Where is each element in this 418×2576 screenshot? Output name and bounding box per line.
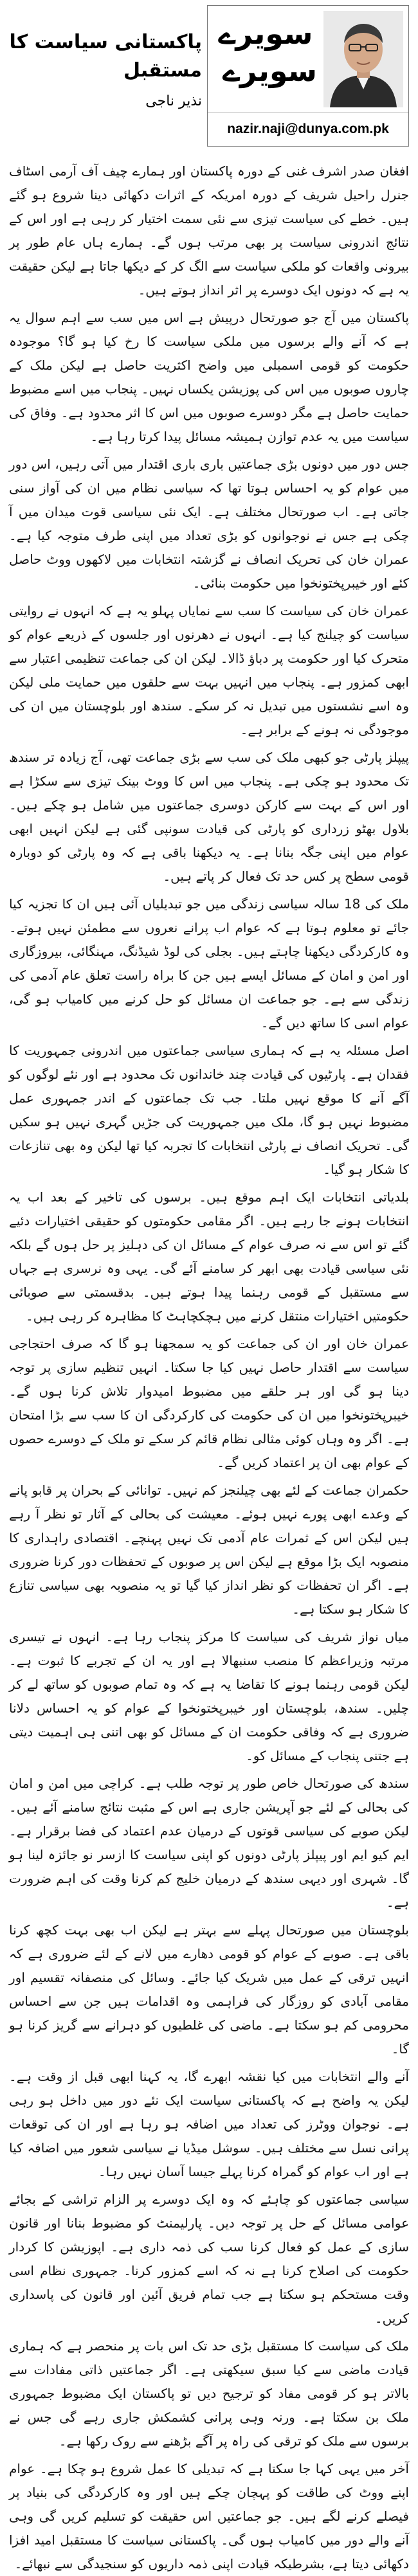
- article-paragraph: عمران خان اور ان کی جماعت کو یہ سمجھنا ہو گا کہ صرف احتجاجی سیاست سے اقتدار حاصل نہیں کیا جا سکتا۔ انہیں تنظیم سازی پر توجہ دینا ہو گی اور ہر حلقے میں مضبوط امیدوار تلاش کرنا ہوں گے۔ خیبرپختونخوا میں ان کی حکومت کی کارکردگی ان کا سب سے بڑا امتحان ہے۔ اگر وہ وہاں کوئی مثالی نظام قائم کر سکے تو ملک کے دوسرے حصوں کے عوام بھی ان پر اعتماد کریں گے۔: [9, 1336, 409, 1470]
- author-portrait: [323, 11, 403, 107]
- article-paragraph: بلوچستان میں صورتحال پہلے سے بہتر ہے لیکن اب بھی بہت کچھ کرنا باقی ہے۔ صوبے کے عوام کو قومی دھارے میں لانے کے لئے ضروری ہے کہ انہیں ترقی کے عمل میں شریک کیا جائے۔ وسائل کی منصفانہ تقسیم اور مقامی آبادی کو روزگار کی فراہمی وہ اقدامات ہیں جن سے احساس محرومی کم ہو سکتا ہے۔ ماضی کی غلطیوں کو دہرانے سے گریز کرنا ہو گا۔: [9, 1922, 409, 2057]
- portrait-graphic: [323, 11, 403, 107]
- article-paragraph: ملک کی 18 سالہ سیاسی زندگی میں جو تبدیلیاں آئی ہیں ان کا تجزیہ کیا جائے تو معلوم ہوتا ہے کہ عوام اب پرانے نعروں سے مطمئن نہیں ہوتے۔ وہ کارکردگی دیکھنا چاہتے ہیں۔ بجلی کی لوڈ شیڈنگ، مہنگائی، بیروزگاری اور امن و امان کے مسائل ایسے ہیں جن کا براہ راست تعلق عام آدمی کی زندگی سے ہے۔ جو جماعت ان مسائل کو حل کرنے میں کامیاب ہو گی، عوام اسی کا ساتھ دیں گے۔: [9, 896, 410, 1031]
- article-paragraph: سندھ کی صورتحال خاص طور پر توجہ طلب ہے۔ کراچی میں امن و امان کی بحالی کے لئے جو آپریشن جاری ہے اس کے مثبت نتائج سامنے آئے ہیں۔ لیکن صوبے کی سیاسی قوتوں کے درمیان عدم اعتماد کی فضا برقرار ہے۔ ایم کیو ایم اور پیپلز پارٹی دونوں کو اپنی سیاست کا ازسر نو جائزہ لینا ہو گا۔ شہری اور دیہی سندھ کے درمیان خلیج کم کرنا وقت کی اہم ضرورت ہے۔: [9, 1776, 409, 1910]
- article-body: [9, 159, 409, 2576]
- article-paragraph: حکمران جماعت کے لئے بھی چیلنجز کم نہیں۔ توانائی کے بحران پر قابو پانے کے وعدے ابھی پورے نہیں ہوئے۔ معیشت کی بحالی کے آثار تو نظر آ رہے ہیں لیکن اس کے ثمرات عام آدمی تک نہیں پہنچے۔ اقتصادی راہداری کا منصوبہ ایک بڑا موقع ہے لیکن اس پر صوبوں کے تحفظات دور کرنا ضروری ہے۔ اگر ان تحفظات کو نظر انداز کیا گیا تو یہ منصوبہ بھی سیاسی تنازع کا شکار ہو سکتا ہے۔: [9, 1482, 409, 1617]
- column-logo: [214, 15, 317, 105]
- column-logo-line2: سویرے: [223, 53, 317, 88]
- article-paragraph: اصل مسئلہ یہ ہے کہ ہماری سیاسی جماعتوں میں اندرونی جمہوریت کا فقدان ہے۔ پارٹیوں کی قیادت چند خاندانوں تک محدود ہے اور نئے لوگوں کو آگے آنے کا موقع نہیں ملتا۔ جب تک جماعتوں کے اندر جمہوری عمل مضبوط نہیں ہو گا، ملک میں جمہوریت کی جڑیں گہری نہیں ہو سکیں گی۔ تحریک انصاف نے پارٹی انتخابات کا تجربہ کیا تھا لیکن وہ بھی تنازعات کا شکار ہو گیا۔: [9, 1043, 409, 1177]
- article-paragraph: افغان صدر اشرف غنی کے دورہ پاکستان اور ہمارے چیف آف آرمی اسٹاف جنرل راحیل شریف کے دورہ امریکہ کے اثرات دکھائی دینا شروع ہو گئے ہیں۔ خطے کی سیاست تیزی سے نئی سمت اختیار کر رہی ہے اور اس کے نتائج اندرونی سیاست پر بھی مرتب ہوں گے۔ ہمارے ہاں عام طور پر بیرونی واقعات کو ملکی سیاست سے الگ کر کے دیکھا جاتا ہے لیکن حقیقت یہ ہے کہ دونوں ایک دوسرے پر اثر انداز ہوتے ہیں۔: [9, 163, 409, 298]
- article-paragraph: آخر میں یہی کہا جا سکتا ہے کہ تبدیلی کا عمل شروع ہو چکا ہے۔ عوام اپنے ووٹ کی طاقت کو پہچان چکے ہیں اور وہ کارکردگی کی بنیاد پر فیصلے کرنے لگے ہیں۔ جو جماعتیں اس حقیقت کو تسلیم کریں گی وہی آنے والے دور میں کامیاب ہوں گی۔ پاکستانی سیاست کا مستقبل امید افزا دکھائی دیتا ہے، بشرطیکہ قیادت اپنی ذمہ داریوں کو سنجیدگی سے نبھائے۔: [9, 2461, 409, 2571]
- article-paragraph: پیپلز پارٹی جو کبھی ملک کی سب سے بڑی جماعت تھی، آج زیادہ تر سندھ تک محدود ہو چکی ہے۔ پنجاب میں اس کا ووٹ بینک تیزی سے سکڑا ہے اور اس کے بہت سے کارکن دوسری جماعتوں میں شامل ہو چکے ہیں۔ بلاول بھٹو زرداری کو پارٹی کی قیادت سونپی گئی ہے لیکن انہیں ابھی عوام میں اپنی جگہ بنانا ہے۔ یہ دیکھنا باقی ہے کہ وہ پارٹی کو دوبارہ قومی سطح پر کس حد تک فعال کر پاتے ہیں۔: [9, 750, 409, 884]
- article-paragraph: جس دور میں دونوں بڑی جماعتیں باری باری اقتدار میں آتی رہیں، اس دور میں عوام کو یہ احساس ہوتا تھا کہ سیاسی نظام میں ان کی آواز سنی جاتی ہے۔ اب صورتحال مختلف ہے۔ ایک نئی سیاسی قوت میدان میں آ چکی ہے جس نے نوجوانوں کو بڑی تعداد میں اپنی طرف متوجہ کیا ہے۔ عمران خان کی تحریک انصاف نے گزشتہ انتخابات میں لاکھوں ووٹ حاصل کئے اور خیبرپختونخوا میں حکومت بنائی۔: [9, 456, 409, 591]
- article-paragraph: عمران خان کی سیاست کا سب سے نمایاں پہلو یہ ہے کہ انہوں نے روایتی سیاست کو چیلنج کیا ہے۔ انہوں نے دھرنوں اور جلسوں کے ذریعے عوام کو متحرک کیا اور حکومت پر دباؤ ڈالا۔ لیکن ان کی جماعت تنظیمی اعتبار سے ابھی کمزور ہے۔ پنجاب میں انہیں بہت سے حلقوں میں حمایت ملی لیکن وہ اسے نشستوں میں تبدیل نہ کر سکے۔ سندھ اور بلوچستان میں ان کی موجودگی نہ ہونے کے برابر ہے۔: [9, 603, 409, 737]
- article-paragraph: بلدیاتی انتخابات ایک اہم موقع ہیں۔ برسوں کی تاخیر کے بعد اب یہ انتخابات ہونے جا رہے ہیں۔ اگر مقامی حکومتوں کو حقیقی اختیارات دئیے گئے تو اس سے نہ صرف عوام کے مسائل ان کی دہلیز پر حل ہوں گے بلکہ نئی سیاسی قیادت بھی ابھر کر سامنے آئے گی۔ یہی وہ نرسری ہے جہاں سے مستقبل کے قومی رہنما پیدا ہوتے ہیں۔ بدقسمتی سے صوبائی حکومتیں اختیارات منتقل کرنے میں ہچکچاہٹ کا مظاہرہ کر رہی ہیں۔: [9, 1189, 409, 1324]
- article-headline: پاکستانی سیاست کا مستقبل: [9, 31, 202, 82]
- article-paragraph: آنے والے انتخابات میں کیا نقشہ ابھرے گا، یہ کہنا ابھی قبل از وقت ہے۔ لیکن یہ واضح ہے کہ پاکستانی سیاست ایک نئے دور میں داخل ہو رہی ہے۔ نوجوان ووٹرز کی تعداد میں اضافہ ہو رہا ہے اور ان کی توقعات پرانی نسل سے مختلف ہیں۔ سوشل میڈیا نے سیاسی شعور میں اضافہ کیا ہے اور اب عوام کو گمراہ کرنا پہلے جیسا آسان نہیں رہا۔: [9, 2069, 409, 2179]
- article-paragraph: میاں نواز شریف کی سیاست کا مرکز پنجاب رہا ہے۔ انہوں نے تیسری مرتبہ وزیراعظم کا منصب سنبھالا ہے اور یہ ان کے تجربے کا ثبوت ہے۔ لیکن قومی رہنما ہونے کا تقاضا یہ ہے کہ وہ تمام صوبوں کو ساتھ لے کر چلیں۔ سندھ، بلوچستان اور خیبرپختونخوا کے عوام کو یہ احساس دلانا ضروری ہے کہ وفاقی حکومت ان کے مسائل کو بھی اتنی ہی اہمیت دیتی ہے جتنی پنجاب کے مسائل کو۔: [9, 1629, 409, 1763]
- article-paragraph: پاکستان میں آج جو صورتحال درپیش ہے اس میں سب سے اہم سوال یہ ہے کہ آنے والے برسوں میں ملکی سیاست کا رخ کیا ہو گا؟ موجودہ حکومت کو قومی اسمبلی میں واضح اکثریت حاصل ہے لیکن ملک کے چاروں صوبوں میں اس کی پوزیشن یکساں نہیں۔ پنجاب میں اسے مضبوط حمایت حاصل ہے مگر دوسرے صوبوں میں اس کا اثر محدود ہے۔ وفاق کی سیاست میں یہ عدم توازن ہمیشہ مسائل پیدا کرتا رہا ہے۔: [9, 310, 409, 444]
- title-block: [9, 28, 202, 114]
- article-paragraph: سیاسی جماعتوں کو چاہئے کہ وہ ایک دوسرے پر الزام تراشی کے بجائے عوامی مسائل کے حل پر توجہ دیں۔ پارلیمنٹ کو مضبوط بنانا اور قانون سازی کے عمل کو فعال کرنا سب کی ذمہ داری ہے۔ اپوزیشن کا کردار حکومت کی اصلاح کرنا ہے نہ کہ اسے کمزور کرنا۔ جمہوری نظام اسی وقت مستحکم ہو سکتا ہے جب تمام فریق آئین اور قانون کی پاسداری کریں۔: [9, 2192, 409, 2326]
- author-name: نذیر ناجی: [145, 93, 202, 109]
- column-logo-line1: سویرے: [218, 16, 313, 51]
- column-header: [9, 5, 409, 159]
- author-email: nazir.naji@dunya.com.pk: [208, 112, 408, 146]
- article-paragraph: ملک کی سیاست کا مستقبل بڑی حد تک اس بات پر منحصر ہے کہ ہماری قیادت ماضی سے کیا سبق سیکھتی ہے۔ اگر جماعتیں ذاتی مفادات سے بالاتر ہو کر قومی مفاد کو ترجیح دیں تو پاکستان ایک مضبوط جمہوری ملک بن سکتا ہے۔ ورنہ وہی پرانی کشمکش جاری رہے گی جس نے برسوں سے ملک کو ترقی کی راہ پر آگے بڑھنے سے روک رکھا ہے۔: [9, 2338, 409, 2449]
- byline-box: [207, 5, 409, 147]
